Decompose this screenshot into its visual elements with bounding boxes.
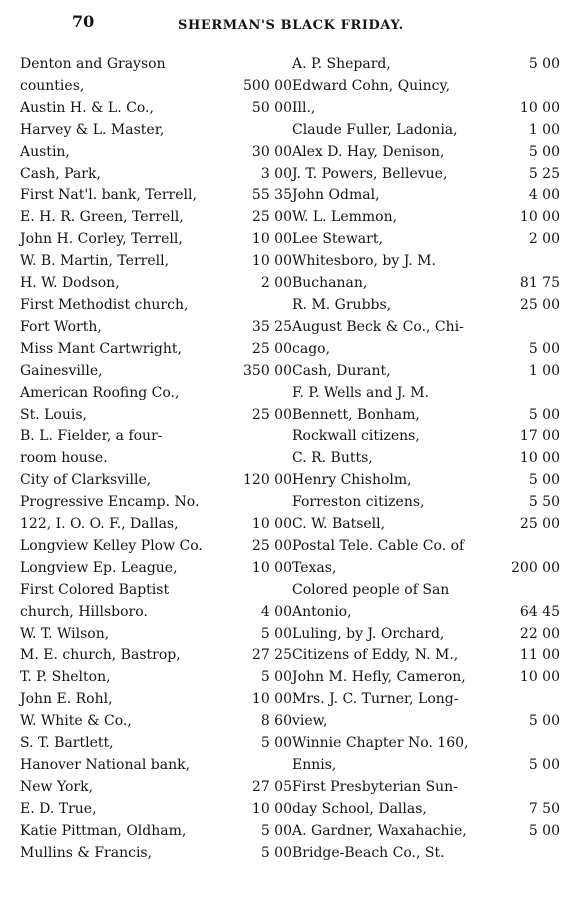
contributor-name: John M. Hefly, Cameron,: [292, 669, 466, 686]
contributor-name: H. W. Dodson,: [20, 275, 120, 292]
contributor-name: Katie Pittman, Oldham,: [20, 822, 187, 839]
contribution-amount: 2 00: [528, 231, 560, 248]
contributor-name: A. P. Shepard,: [292, 56, 391, 72]
contributor-name: W. T. Wilson,: [20, 625, 110, 642]
contribution-entry: [20, 273, 292, 295]
contributor-name: First Methodist church, Fort Worth,: [20, 296, 189, 335]
contributor-name: Cash, Durant,: [292, 362, 391, 379]
contribution-amount: 10 00: [251, 691, 292, 708]
contributor-name: John Odmal,: [292, 187, 380, 204]
contribution-entry: [20, 843, 292, 865]
contribution-entry: [20, 164, 292, 186]
contribution-entry: [20, 98, 292, 120]
contribution-amount: 4 00: [528, 187, 560, 204]
contribution-entry: [20, 185, 292, 207]
contribution-amount: 25 00: [519, 516, 560, 533]
contribution-entry: [292, 383, 560, 427]
contribution-amount: 350 00: [243, 362, 292, 379]
contributor-name: M. E. church, Bastrop,: [20, 647, 181, 664]
contribution-amount: 1 00: [528, 121, 560, 138]
contributor-name: First Colored Baptist church, Hillsboro.: [20, 581, 170, 620]
contribution-amount: 5 00: [528, 472, 560, 489]
contributor-name: Miss Mant Cartwright,: [20, 340, 182, 357]
contributor-name: Winnie Chapter No. 160, Ennis,: [292, 735, 469, 773]
contribution-amount: 25 00: [251, 340, 292, 357]
contributor-name: Hanover National bank, New York,: [20, 757, 191, 795]
contributor-name: Claude Fuller, Ladonia,: [292, 121, 458, 138]
contribution-amount: 1 00: [528, 362, 560, 379]
contribution-amount: 8 60: [260, 713, 292, 730]
contributor-name: Mullins & Francis,: [20, 844, 153, 861]
contribution-entry: [20, 821, 292, 843]
contribution-entry: [20, 54, 292, 98]
contributor-name: Henry Chisholm,: [292, 472, 412, 489]
contribution-amount: 81 75: [519, 275, 560, 292]
contribution-entry: [292, 142, 560, 164]
contribution-entry: [20, 295, 292, 339]
contribution-amount: 5 00: [528, 56, 560, 72]
contribution-amount: 10 00: [519, 669, 560, 686]
contribution-entry: [292, 426, 560, 448]
contribution-amount: 7 50: [528, 800, 560, 817]
contribution-entry: [20, 580, 292, 624]
contribution-amount: 200 00: [511, 559, 560, 576]
contributor-name: Citizens of Eddy, N. M.,: [292, 647, 459, 664]
contributor-name: Bridge-Beach Co., St.: [292, 844, 445, 861]
contribution-amount: 17 00: [519, 428, 560, 445]
contributor-name: Progressive Encamp. No. 122, I. O. O. F., Dallas,: [20, 494, 200, 533]
contributor-name: Colored people of San Antonio,: [292, 581, 450, 620]
contribution-entry: [292, 667, 560, 689]
contribution-amount: 500 00: [243, 77, 292, 94]
contribution-entry: [20, 339, 292, 361]
contribution-amount: 64 45: [519, 603, 560, 620]
contribution-entry: [20, 536, 292, 558]
contribution-amount: 5 00: [528, 143, 560, 160]
contribution-entry: [20, 426, 292, 470]
contribution-entry: [20, 733, 292, 755]
contribution-amount: 11 00: [519, 647, 560, 664]
contribution-entry: [20, 558, 292, 580]
contribution-entry: [20, 251, 292, 273]
contribution-amount: 27 05: [251, 778, 292, 795]
contribution-entry: [20, 711, 292, 733]
contribution-entry: [20, 645, 292, 667]
contribution-entry: [292, 251, 560, 295]
contribution-entry: [292, 843, 560, 865]
contribution-entry: [292, 624, 560, 646]
contributor-name: Austin H. & L. Co.,: [20, 99, 154, 116]
contributor-name: Whitesboro, by J. M. Buchanan,: [292, 253, 436, 292]
contributor-name: Longview Ep. League,: [20, 559, 178, 576]
contributor-name: August Beck & Co., Chi- cago,: [292, 318, 464, 357]
contributor-name: Rockwall citizens,: [292, 428, 420, 445]
contribution-entry: [20, 667, 292, 689]
contributor-name: Lee Stewart,: [292, 231, 383, 248]
contribution-entry: [292, 54, 560, 76]
contribution-entry: [292, 295, 560, 317]
contribution-amount: 22 00: [519, 625, 560, 642]
contribution-amount: 5 00: [528, 340, 560, 357]
contribution-entry: [292, 514, 560, 536]
contribution-entry: [292, 164, 560, 186]
contributor-name: John E. Rohl,: [20, 691, 113, 708]
contribution-entry: [292, 185, 560, 207]
contribution-entry: [20, 229, 292, 251]
contribution-entry: [292, 536, 560, 580]
contributor-name: Longview Kelley Plow Co.: [20, 537, 203, 554]
contribution-entry: [20, 207, 292, 229]
contributor-name: J. T. Powers, Bellevue,: [292, 165, 448, 182]
contributor-name: Cash, Park,: [20, 165, 101, 182]
contribution-entry: [20, 383, 292, 427]
contribution-entry: [292, 470, 560, 492]
contribution-entry: [292, 229, 560, 251]
contribution-amount: 10 00: [519, 209, 560, 226]
contribution-amount: 5 00: [260, 822, 292, 839]
contribution-amount: 35 25: [251, 318, 292, 335]
contribution-entry: [292, 120, 560, 142]
contributor-name: John H. Corley, Terrell,: [20, 231, 183, 248]
contribution-amount: 10 00: [251, 559, 292, 576]
contribution-entry: [292, 777, 560, 821]
contribution-entry: [292, 448, 560, 470]
contribution-amount: 5 00: [260, 669, 292, 686]
contributor-name: Mrs. J. C. Turner, Long- view,: [292, 691, 459, 730]
contributor-name: W. L. Lemmon,: [292, 209, 398, 226]
contributor-name: First Presbyterian Sun- day School, Dallas,: [292, 778, 458, 817]
contribution-entry: [20, 120, 292, 164]
contributor-name: Luling, by J. Orchard,: [292, 625, 445, 642]
contributor-name: R. M. Grubbs,: [292, 296, 392, 313]
contribution-amount: 30 00: [251, 143, 292, 160]
contribution-amount: 55 35: [251, 187, 292, 204]
contribution-amount: 5 00: [528, 406, 560, 423]
contributor-name: E. D. True,: [20, 800, 97, 817]
page-number: 70: [72, 12, 95, 31]
contributor-name: W. White & Co.,: [20, 713, 132, 730]
contribution-amount: 50 00: [251, 99, 292, 116]
contribution-entry: [292, 317, 560, 361]
contribution-amount: 5 00: [528, 757, 560, 773]
contribution-entry: [292, 207, 560, 229]
contribution-entry: [292, 361, 560, 383]
contributor-name: C. W. Batsell,: [292, 516, 386, 533]
contributor-name: City of Clarksville,: [20, 472, 152, 489]
contribution-amount: 10 00: [519, 450, 560, 467]
contribution-amount: 10 00: [519, 99, 560, 116]
contribution-amount: 5 50: [528, 494, 560, 511]
contribution-amount: 3 00: [260, 165, 292, 182]
contributor-name: American Roofing Co., St. Louis,: [20, 384, 180, 423]
contribution-entry: [20, 492, 292, 536]
contribution-amount: 5 25: [528, 165, 560, 182]
contribution-amount: 10 00: [251, 253, 292, 270]
contribution-amount: 120 00: [243, 472, 292, 489]
contributor-name: F. P. Wells and J. M. Bennett, Bonham,: [292, 384, 430, 423]
contribution-amount: 2 00: [260, 275, 292, 292]
contribution-amount: 5 00: [528, 822, 560, 839]
contributor-name: E. H. R. Green, Terrell,: [20, 209, 184, 226]
contribution-entry: [292, 76, 560, 120]
contributor-name: B. L. Fielder, a four- room house.: [20, 428, 163, 467]
contribution-amount: 5 00: [260, 844, 292, 861]
contribution-entry: [292, 689, 560, 733]
contributor-name: A. Gardner, Waxahachie,: [292, 822, 467, 839]
contribution-entry: [20, 755, 292, 799]
contributor-name: S. T. Bartlett,: [20, 735, 114, 752]
contribution-entry: [292, 645, 560, 667]
contribution-amount: 25 00: [519, 296, 560, 313]
contributor-name: Forreston citizens,: [292, 494, 425, 511]
contribution-entry: [20, 624, 292, 646]
contribution-entry: [20, 470, 292, 492]
contribution-amount: 25 00: [251, 537, 292, 554]
contribution-amount: 5 00: [260, 625, 292, 642]
contribution-entry: [20, 689, 292, 711]
contributor-name: Harvey & L. Master, Austin,: [20, 121, 165, 160]
contribution-amount: 25 00: [251, 406, 292, 423]
contribution-amount: 25 00: [251, 209, 292, 226]
contribution-amount: 27 25: [251, 647, 292, 664]
contribution-amount: 5 00: [260, 735, 292, 752]
contribution-entry: [20, 361, 292, 383]
contributor-name: Gainesville,: [20, 362, 103, 379]
contribution-amount: 10 00: [251, 800, 292, 817]
contributor-name: Edward Cohn, Quincy, Ill.,: [292, 77, 451, 116]
contribution-entry: [292, 821, 560, 843]
contributor-name: Alex D. Hay, Denison,: [292, 143, 445, 160]
contribution-entry: [292, 580, 560, 624]
contribution-entry: [20, 799, 292, 821]
contribution-amount: 4 00: [260, 603, 292, 620]
contribution-amount: 10 00: [251, 231, 292, 248]
contributor-name: First Nat'l. bank, Terrell,: [20, 187, 197, 204]
contributor-name: Denton and Grayson counties,: [20, 56, 166, 94]
right-column: [292, 54, 560, 865]
contribution-entry: [292, 492, 560, 514]
running-head: SHERMAN'S BLACK FRIDAY.: [178, 18, 404, 33]
contributor-name: W. B. Martin, Terrell,: [20, 253, 170, 270]
contribution-amount: 5 00: [528, 713, 560, 730]
contributor-name: Postal Tele. Cable Co. of Texas,: [292, 537, 465, 576]
contribution-amount: 10 00: [251, 516, 292, 533]
contributor-name: T. P. Shelton,: [20, 669, 111, 686]
contributor-name: C. R. Butts,: [292, 450, 373, 467]
contribution-entry: [292, 733, 560, 777]
left-column: [20, 54, 292, 865]
